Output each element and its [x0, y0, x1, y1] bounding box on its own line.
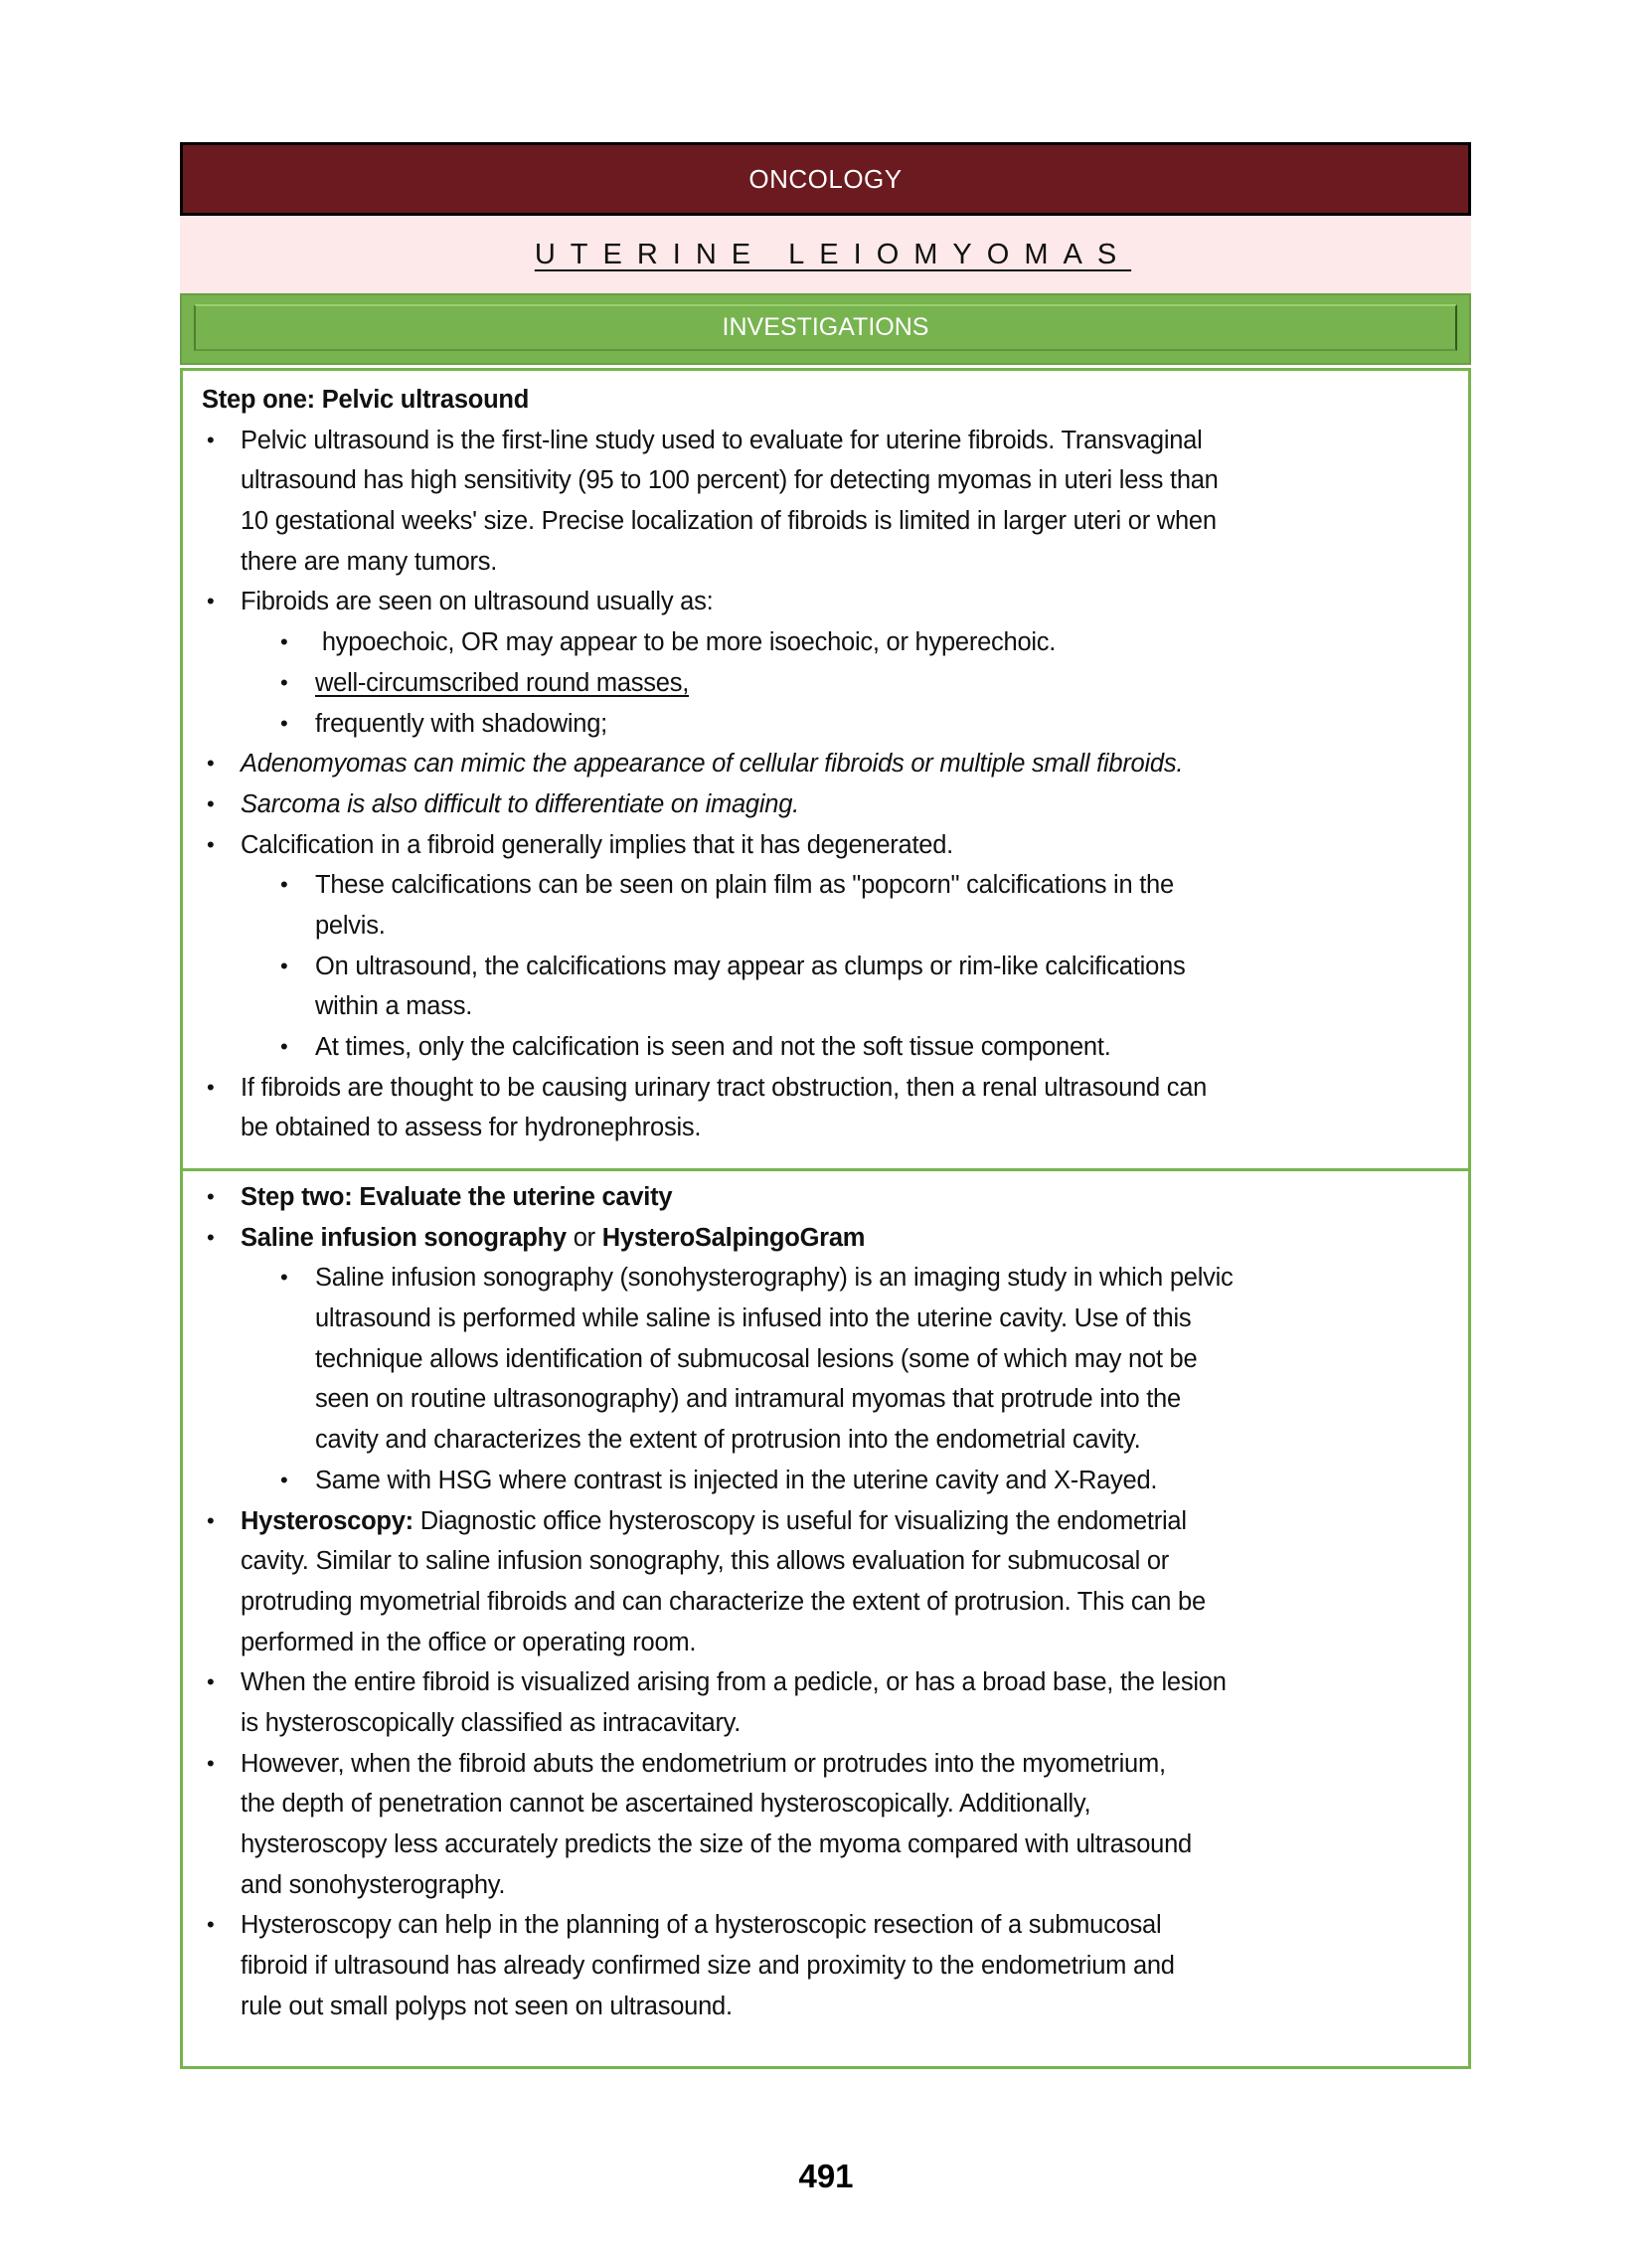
item-text: frequently with shadowing; — [315, 709, 608, 738]
bullet-icon: • — [207, 1669, 215, 1695]
item-text: If fibroids are thought to be causing urinary tract obstruction, then a renal ultrasound can — [241, 1073, 1208, 1102]
list-item — [183, 947, 1468, 987]
list-item — [183, 622, 1468, 663]
item-text: cavity. Similar to saline infusion sonography, this allows evaluation for submucosal or — [241, 1547, 1170, 1576]
list-item — [183, 744, 1468, 784]
bullet-icon: • — [280, 629, 288, 655]
list-item-continuation — [183, 986, 1468, 1027]
section-banner — [180, 293, 1471, 365]
list-item — [183, 1461, 1468, 1501]
list-item — [183, 663, 1468, 704]
item-text: is hysteroscopically classified as intracavitary. — [241, 1708, 742, 1737]
list-item — [183, 1744, 1468, 1785]
list-item-continuation — [183, 1339, 1468, 1380]
list-item — [183, 704, 1468, 745]
page-number: 491 — [798, 2158, 854, 2194]
bullet-icon: • — [280, 953, 288, 978]
item-text: On ultrasound, the calcifications may appear as clumps or rim-like calcifications — [315, 952, 1186, 980]
item-text: Saline infusion sonography (sonohysterography) is an imaging study in which pelvic — [315, 1264, 1234, 1293]
bullet-icon: • — [280, 669, 288, 695]
item-text: protruding myometrial fibroids and can characterize the extent of protrusion. This can be — [241, 1587, 1206, 1616]
list-item-continuation — [183, 1541, 1468, 1582]
bullet-icon: • — [207, 831, 215, 857]
item-text: be obtained to assess for hydronephrosis. — [241, 1114, 702, 1142]
item-text: Calcification in a fibroid generally implies that it has degenerated. — [241, 830, 953, 859]
list-item — [183, 421, 1468, 461]
item-text: pelvis. — [315, 911, 386, 940]
list-item — [183, 1662, 1468, 1703]
list-item — [183, 1177, 1468, 1218]
list-item-continuation — [183, 1865, 1468, 1906]
list-item — [183, 1068, 1468, 1109]
item-text: Sarcoma is also difficult to differentiate on imaging. — [241, 789, 799, 818]
step-two-list — [183, 1177, 1468, 2026]
category-banner — [180, 142, 1471, 216]
bold-text: HysteroSalpingoGram — [601, 1223, 866, 1252]
bullet-icon: • — [207, 1184, 215, 1209]
list-item — [183, 582, 1468, 622]
bullet-icon: • — [207, 1074, 215, 1100]
item-text: Diagnostic office hysteroscopy is useful for visualizing the endometrial — [413, 1506, 1187, 1535]
item-text: performed in the office or operating room. — [241, 1628, 697, 1656]
list-item-continuation — [183, 1379, 1468, 1420]
bullet-icon: • — [207, 589, 215, 614]
bullet-icon: • — [280, 872, 288, 898]
list-item — [183, 1905, 1468, 1946]
item-text: technique allows identification of submucosal lesions (some of which may not be — [315, 1344, 1198, 1373]
list-item-continuation — [183, 1946, 1468, 1987]
item-text: Hysteroscopy can help in the planning of a hysteroscopic resection of a submucosal — [241, 1911, 1162, 1940]
category-label: ONCOLOGY — [748, 163, 903, 194]
bullet-icon: • — [280, 710, 288, 736]
bullet-icon: • — [207, 751, 215, 777]
item-text: When the entire fibroid is visualized arising from a pedicle, or has a broad base, the lesion — [241, 1668, 1227, 1697]
list-item — [183, 1027, 1468, 1068]
list-item-continuation — [183, 501, 1468, 542]
list-item-continuation — [183, 1703, 1468, 1744]
bold-text: Step two: Evaluate the uterine cavity — [241, 1183, 673, 1211]
item-text: Fibroids are seen on ultrasound usually as: — [241, 588, 714, 616]
item-text: or — [566, 1223, 602, 1252]
list-item-continuation — [183, 542, 1468, 583]
title-banner — [180, 216, 1471, 293]
list-item — [183, 1218, 1468, 1259]
item-text: well-circumscribed round masses, — [315, 668, 690, 697]
list-item-continuation — [183, 1420, 1468, 1461]
section-banner-inner — [194, 304, 1457, 351]
list-item-continuation — [183, 1623, 1468, 1663]
list-item-continuation — [183, 1108, 1468, 1148]
item-text: the depth of penetration cannot be ascertained hysteroscopically. Additionally, — [241, 1790, 1091, 1819]
item-text: cavity and characterizes the extent of protrusion into the endometrial cavity. — [315, 1426, 1141, 1455]
list-item-continuation — [183, 1299, 1468, 1339]
bullet-icon: • — [207, 1224, 215, 1250]
item-text: Pelvic ultrasound is the first-line study used to evaluate for uterine fibroids. Transvaginal — [241, 426, 1203, 454]
step-one-list — [183, 421, 1468, 1148]
item-text: and sonohysterography. — [241, 1870, 506, 1899]
list-item — [183, 784, 1468, 825]
page-title: UTERINE LEIOMYOMAS — [534, 238, 1132, 270]
item-text: Adenomyomas can mimic the appearance of cellular fibroids or multiple small fibroids. — [241, 750, 1184, 779]
item-text: However, when the fibroid abuts the endometrium or protrudes into the myometrium, — [241, 1749, 1166, 1778]
bullet-icon: • — [280, 1265, 288, 1291]
content-box — [180, 368, 1471, 2069]
list-item — [183, 825, 1468, 866]
list-item-continuation — [183, 1824, 1468, 1865]
step-one-section — [183, 380, 1468, 1148]
item-text: there are many tumors. — [241, 547, 498, 576]
bullet-icon: • — [207, 790, 215, 816]
item-text: within a mass. — [315, 992, 473, 1021]
item-text: ultrasound has high sensitivity (95 to 100 percent) for detecting myomas in uteri less than — [241, 466, 1219, 495]
list-item — [183, 1258, 1468, 1299]
step-two-section — [183, 1177, 1468, 2026]
item-text: ultrasound is performed while saline is infused into the uterine cavity. Use of this — [315, 1304, 1192, 1333]
list-item-continuation — [183, 906, 1468, 947]
section-divider — [183, 1168, 1468, 1171]
item-text: 10 gestational weeks' size. Precise localization of fibroids is limited in larger uteri or when — [241, 507, 1217, 536]
bullet-icon: • — [280, 1467, 288, 1492]
item-text: hysteroscopy less accurately predicts the size of the myoma compared with ultrasound — [241, 1830, 1192, 1858]
item-text: fibroid if ultrasound has already confirmed size and proximity to the endometrium and — [241, 1952, 1175, 1981]
item-text: Same with HSG where contrast is injected in the uterine cavity and X-Rayed. — [315, 1466, 1158, 1494]
section-title: INVESTIGATIONS — [722, 313, 929, 341]
list-item-continuation — [183, 1784, 1468, 1824]
bullet-icon: • — [280, 1034, 288, 1059]
bullet-icon: • — [207, 1507, 215, 1533]
bold-text: Hysteroscopy: — [241, 1506, 413, 1535]
bullet-icon: • — [207, 427, 215, 452]
item-text: seen on routine ultrasonography) and intramural myomas that protrude into the — [315, 1385, 1181, 1414]
list-item — [183, 865, 1468, 906]
step-one-heading: Step one: Pelvic ultrasound — [202, 386, 530, 414]
item-text: hypoechoic, OR may appear to be more isoechoic, or hyperechoic. — [315, 628, 1057, 657]
item-text: These calcifications can be seen on plain film as "popcorn" calcifications in the — [315, 871, 1174, 900]
list-item-continuation — [183, 1582, 1468, 1623]
list-item-continuation — [183, 1987, 1468, 2027]
list-item — [183, 1501, 1468, 1542]
bullet-icon: • — [207, 1912, 215, 1938]
item-text: At times, only the calcification is seen and not the soft tissue component. — [315, 1033, 1111, 1061]
list-item-continuation — [183, 460, 1468, 501]
bullet-icon: • — [207, 1750, 215, 1776]
item-text: rule out small polyps not seen on ultrasound. — [241, 1992, 733, 2020]
bold-text: Saline infusion sonography — [241, 1223, 567, 1252]
